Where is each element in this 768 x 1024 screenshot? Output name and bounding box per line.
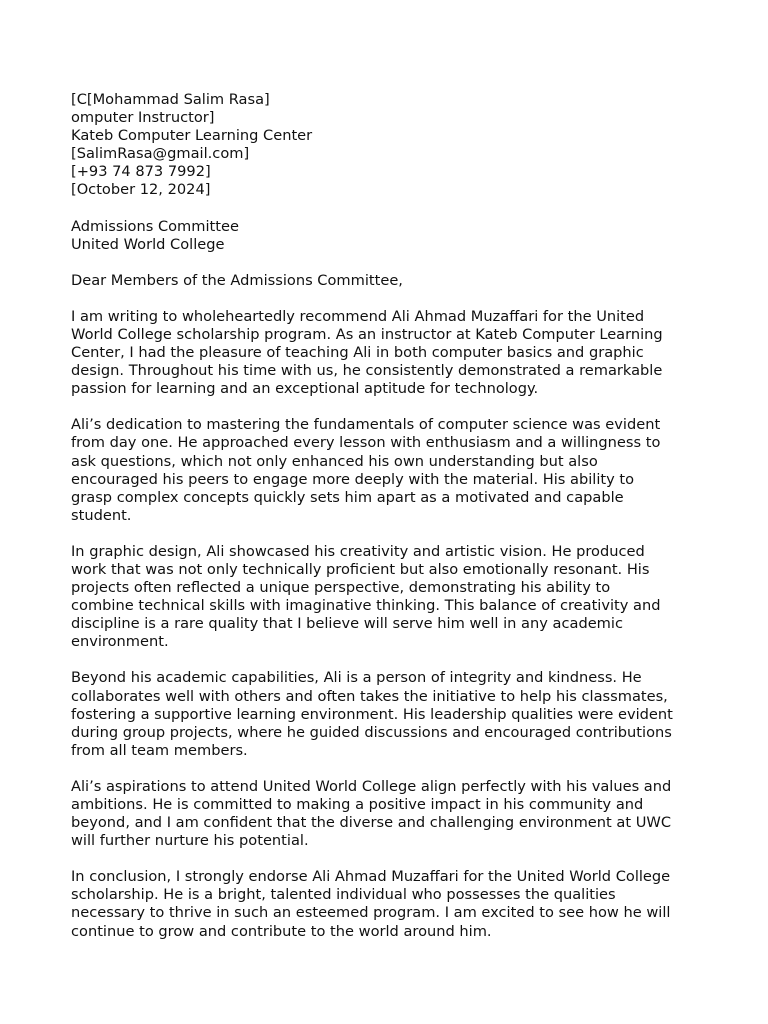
sender-organization: Kateb Computer Learning Center xyxy=(71,127,313,145)
paragraph-line: ambitions. He is committed to making a positive impact in his community and xyxy=(71,796,644,813)
paragraph-line: necessary to thrive in such an esteemed program. I am excited to see how he will xyxy=(71,904,671,922)
paragraph-line: encouraged his peers to engage more deeply with the material. His ability to xyxy=(71,470,635,488)
letter-body xyxy=(71,308,711,941)
paragraph-line: discipline is a rare quality that I believe will serve him well in any academic xyxy=(71,615,623,633)
paragraph-line: during group projects, where he guided discussions and encouraged contributions xyxy=(71,723,672,741)
paragraph-line: from day one. He approached every lesson with enthusiasm and a willingness to xyxy=(71,434,661,452)
paragraph-line: passion for learning and an exceptional aptitude for technology. xyxy=(71,380,539,398)
sender-block xyxy=(71,91,711,200)
paragraph-line: will further nurture his potential. xyxy=(71,832,309,850)
paragraph-line: scholarship. He is a bright, talented individual who possesses the qualities xyxy=(71,886,616,904)
paragraph-line: environment. xyxy=(71,633,169,651)
paragraph-line: grasp complex concepts quickly sets him apart as a motivated and capable xyxy=(71,488,624,506)
letter-page xyxy=(71,91,711,941)
salutation-text: Dear Members of the Admissions Committee, xyxy=(71,271,403,289)
paragraph-line: World College scholarship program. As an instructor at Kateb Computer Learning xyxy=(71,325,663,343)
paragraph-line: work that was not only technically proficient but also emotionally resonant. His xyxy=(71,560,650,578)
paragraph-line: from all team members. xyxy=(71,741,248,759)
paragraph-line: collaborates well with others and often takes the initiative to help his classmates, xyxy=(71,687,668,705)
body-paragraph xyxy=(71,543,711,652)
paragraph-line: student. xyxy=(71,506,132,524)
recipient-line: Admissions Committee xyxy=(71,217,239,235)
paragraph-line: design. Throughout his time with us, he consistently demonstrated a remarkable xyxy=(71,362,663,380)
sender-email: [SalimRasa@gmail.com] xyxy=(71,145,250,163)
paragraph-line: In conclusion, I strongly endorse Ali Ahmad Muzaffari for the United World College xyxy=(71,868,671,886)
paragraph-line: beyond, and I am confident that the diverse and challenging environment at UWC xyxy=(71,814,672,832)
paragraph-line: ask questions, which not only enhanced his own understanding but also xyxy=(71,452,598,470)
letter-date: [October 12, 2024] xyxy=(71,181,211,199)
paragraph-line: combine technical skills with imaginative thinking. This balance of creativity and xyxy=(71,597,661,615)
paragraph-line: I am writing to wholeheartedly recommend Ali Ahmad Muzaffari for the United xyxy=(71,307,645,325)
body-paragraph xyxy=(71,308,711,398)
body-paragraph xyxy=(71,416,711,525)
recipient-line: United World College xyxy=(71,235,225,253)
body-paragraph xyxy=(71,868,711,940)
paragraph-line: Center, I had the pleasure of teaching Ali in both computer basics and graphic xyxy=(71,344,644,362)
paragraph-line: In graphic design, Ali showcased his creativity and artistic vision. He produced xyxy=(71,542,645,560)
sender-title: omputer Instructor] xyxy=(71,109,215,127)
paragraph-line: fostering a supportive learning environment. His leadership qualities were evident xyxy=(71,705,673,723)
sender-name: [C[Mohammad Salim Rasa] xyxy=(71,91,270,108)
salutation xyxy=(71,272,711,290)
paragraph-line: Ali’s dedication to mastering the fundamentals of computer science was evident xyxy=(71,416,661,434)
body-paragraph xyxy=(71,778,711,850)
paragraph-line: continue to grow and contribute to the world around him. xyxy=(71,922,492,940)
paragraph-line: projects often reflected a unique perspective, demonstrating his ability to xyxy=(71,579,611,597)
sender-phone: [+93 74 873 7992] xyxy=(71,163,211,181)
recipient-block xyxy=(71,218,711,254)
paragraph-line: Beyond his academic capabilities, Ali is a person of integrity and kindness. He xyxy=(71,669,642,687)
body-paragraph xyxy=(71,669,711,759)
paragraph-line: Ali’s aspirations to attend United World College align perfectly with his values and xyxy=(71,777,672,795)
